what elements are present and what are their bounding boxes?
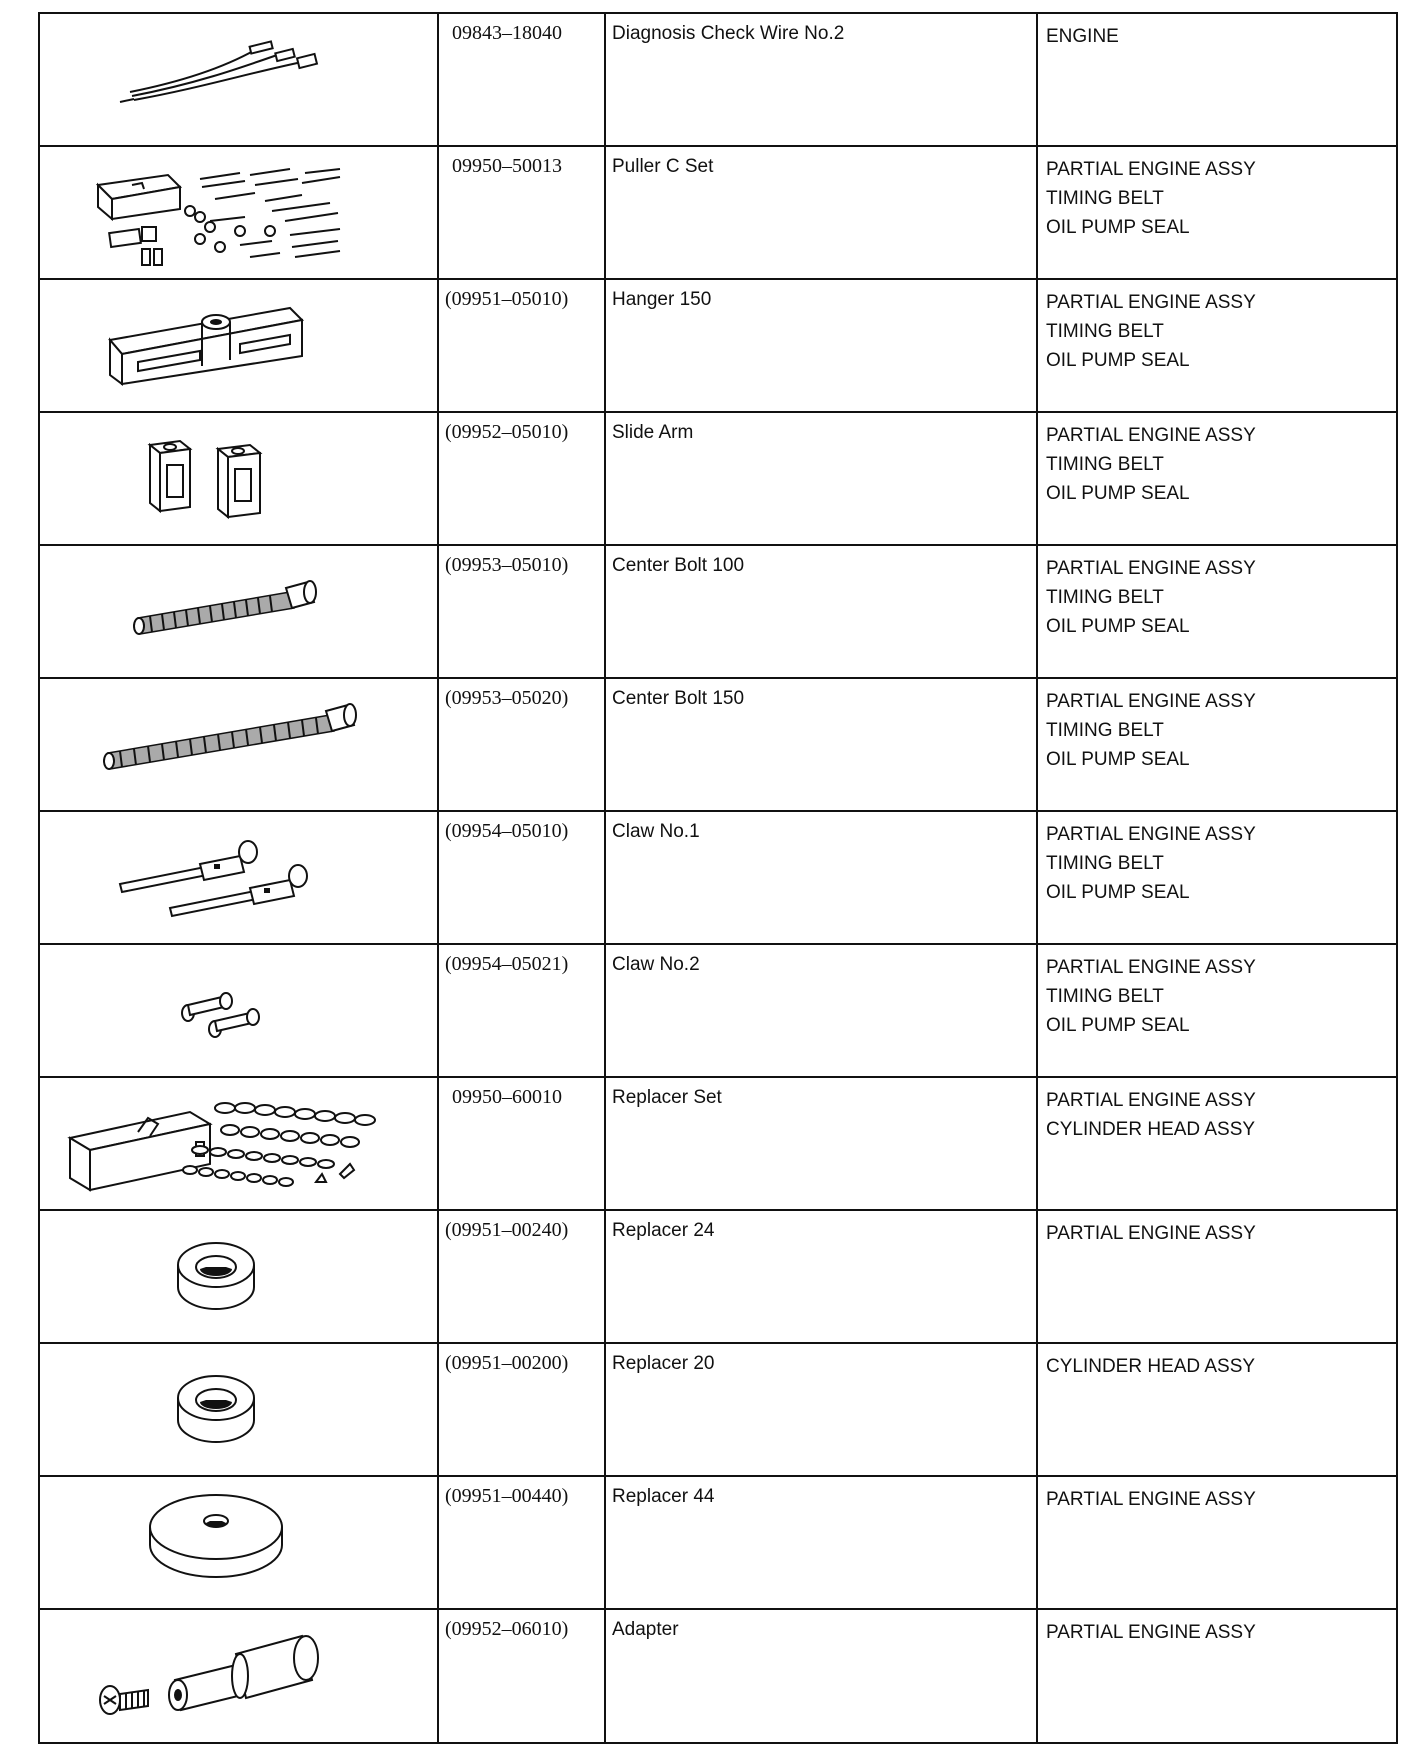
usage-note: TIMING BELT xyxy=(1046,986,1164,1007)
table-row xyxy=(39,279,1397,412)
usage-note: CYLINDER HEAD ASSY xyxy=(1046,1356,1256,1377)
usage-note: PARTIAL ENGINE ASSY xyxy=(1046,1622,1256,1643)
usage-notes-cell xyxy=(1037,146,1397,279)
usage-note: PARTIAL ENGINE ASSY xyxy=(1046,558,1256,579)
tool-name: Claw No.1 xyxy=(612,821,700,842)
special-service-tools-table xyxy=(38,12,1398,1744)
part-number: (09951–00200) xyxy=(445,1352,569,1374)
part-number-cell xyxy=(438,13,605,146)
part-number-cell xyxy=(438,1077,605,1210)
tool-name: Center Bolt 100 xyxy=(612,555,745,576)
tool-name-cell xyxy=(605,1476,1037,1609)
usage-note: PARTIAL ENGINE ASSY xyxy=(1046,1489,1256,1510)
usage-note: PARTIAL ENGINE ASSY xyxy=(1046,957,1256,978)
usage-notes-cell xyxy=(1037,279,1397,412)
tool-name: Hanger 150 xyxy=(612,289,712,310)
usage-note: CYLINDER HEAD ASSY xyxy=(1046,1119,1256,1140)
usage-notes-cell xyxy=(1037,1343,1397,1476)
part-number: (09951–00240) xyxy=(445,1219,569,1241)
usage-notes-cell xyxy=(1037,1210,1397,1343)
usage-note: OIL PUMP SEAL xyxy=(1046,217,1190,238)
part-number-cell xyxy=(438,412,605,545)
tool-name: Replacer Set xyxy=(612,1087,722,1108)
tool-name-cell xyxy=(605,1210,1037,1343)
usage-notes-cell xyxy=(1037,811,1397,944)
part-number-cell xyxy=(438,944,605,1077)
part-number-cell xyxy=(438,146,605,279)
part-number: (09953–05010) xyxy=(445,554,569,576)
tool-illustration-cell xyxy=(39,1609,438,1743)
replacer-ring-icon xyxy=(40,1344,437,1476)
tool-name: Center Bolt 150 xyxy=(612,688,745,709)
tool-illustration-cell xyxy=(39,279,438,412)
part-number-cell xyxy=(438,811,605,944)
part-number-cell xyxy=(438,678,605,811)
tool-illustration-cell xyxy=(39,811,438,944)
usage-notes-cell xyxy=(1037,678,1397,811)
usage-note: PARTIAL ENGINE ASSY xyxy=(1046,425,1256,446)
tool-name-cell xyxy=(605,811,1037,944)
table-row xyxy=(39,13,1397,146)
usage-note: TIMING BELT xyxy=(1046,188,1164,209)
usage-note: OIL PUMP SEAL xyxy=(1046,483,1190,504)
part-number: (09954–05021) xyxy=(445,953,569,975)
tool-illustration-cell xyxy=(39,1343,438,1476)
usage-note: OIL PUMP SEAL xyxy=(1046,350,1190,371)
table-row xyxy=(39,1609,1397,1743)
usage-notes-cell xyxy=(1037,13,1397,146)
tool-name: Claw No.2 xyxy=(612,954,700,975)
table-row xyxy=(39,944,1397,1077)
part-number: 09950–50013 xyxy=(452,155,562,177)
part-number: (09952–05010) xyxy=(445,421,569,443)
table-row xyxy=(39,1476,1397,1609)
usage-note: OIL PUMP SEAL xyxy=(1046,749,1190,770)
part-number-cell xyxy=(438,1343,605,1476)
tool-name-cell xyxy=(605,545,1037,678)
tool-illustration-cell xyxy=(39,545,438,678)
part-number-cell xyxy=(438,279,605,412)
table-row xyxy=(39,1343,1397,1476)
table-row xyxy=(39,412,1397,545)
usage-note: PARTIAL ENGINE ASSY xyxy=(1046,1223,1256,1244)
tool-name: Slide Arm xyxy=(612,422,694,443)
tool-name: Diagnosis Check Wire No.2 xyxy=(612,23,845,44)
tool-illustration-cell xyxy=(39,1210,438,1343)
tool-illustration-cell xyxy=(39,944,438,1077)
tool-name: Adapter xyxy=(612,1619,679,1640)
tool-name-cell xyxy=(605,1609,1037,1743)
replacer-ring-icon xyxy=(40,1211,437,1343)
part-number-cell xyxy=(438,1609,605,1743)
claw-short-icon xyxy=(40,945,437,1077)
usage-note: TIMING BELT xyxy=(1046,321,1164,342)
tool-name-cell xyxy=(605,678,1037,811)
usage-note: OIL PUMP SEAL xyxy=(1046,882,1190,903)
tool-illustration-cell xyxy=(39,678,438,811)
claw-long-icon xyxy=(40,812,437,944)
tool-name-cell xyxy=(605,1077,1037,1210)
part-number: 09950–60010 xyxy=(452,1086,562,1108)
tool-name: Replacer 44 xyxy=(612,1486,715,1507)
usage-note: OIL PUMP SEAL xyxy=(1046,1015,1190,1036)
replacer-disc-icon xyxy=(40,1477,437,1609)
slide-arm-icon xyxy=(40,413,437,545)
usage-notes-cell xyxy=(1037,1077,1397,1210)
part-number: (09954–05010) xyxy=(445,820,569,842)
part-number: (09952–06010) xyxy=(445,1618,569,1640)
tool-name-cell xyxy=(605,13,1037,146)
part-number: (09951–00440) xyxy=(445,1485,569,1507)
hanger-icon xyxy=(40,280,437,412)
table-row xyxy=(39,811,1397,944)
usage-note: TIMING BELT xyxy=(1046,587,1164,608)
tool-name-cell xyxy=(605,1343,1037,1476)
usage-notes-cell xyxy=(1037,545,1397,678)
usage-note: PARTIAL ENGINE ASSY xyxy=(1046,1090,1256,1111)
replacer-set-icon xyxy=(40,1078,437,1210)
table-row xyxy=(39,678,1397,811)
usage-notes-cell xyxy=(1037,944,1397,1077)
center-bolt-long-icon xyxy=(40,679,437,811)
usage-note: TIMING BELT xyxy=(1046,853,1164,874)
part-number-cell xyxy=(438,1210,605,1343)
usage-note: PARTIAL ENGINE ASSY xyxy=(1046,159,1256,180)
tool-illustration-cell xyxy=(39,146,438,279)
usage-note: PARTIAL ENGINE ASSY xyxy=(1046,292,1256,313)
tool-illustration-cell xyxy=(39,412,438,545)
tool-name: Replacer 20 xyxy=(612,1353,715,1374)
usage-notes-cell xyxy=(1037,1609,1397,1743)
usage-note: PARTIAL ENGINE ASSY xyxy=(1046,824,1256,845)
part-number-cell xyxy=(438,1476,605,1609)
adapter-icon xyxy=(40,1610,437,1743)
usage-notes-cell xyxy=(1037,412,1397,545)
usage-note: OIL PUMP SEAL xyxy=(1046,616,1190,637)
usage-note: TIMING BELT xyxy=(1046,720,1164,741)
tool-name-cell xyxy=(605,412,1037,545)
tool-name: Replacer 24 xyxy=(612,1220,715,1241)
check-wire-icon xyxy=(40,14,437,146)
usage-notes-cell xyxy=(1037,1476,1397,1609)
usage-note: ENGINE xyxy=(1046,26,1119,47)
table-row xyxy=(39,146,1397,279)
table-row xyxy=(39,1210,1397,1343)
table-row xyxy=(39,545,1397,678)
center-bolt-short-icon xyxy=(40,546,437,678)
part-number: (09953–05020) xyxy=(445,687,569,709)
table-row xyxy=(39,1077,1397,1210)
tool-illustration-cell xyxy=(39,1476,438,1609)
puller-set-icon xyxy=(40,147,437,279)
part-number: (09951–05010) xyxy=(445,288,569,310)
usage-note: PARTIAL ENGINE ASSY xyxy=(1046,691,1256,712)
tool-illustration-cell xyxy=(39,1077,438,1210)
tool-name-cell xyxy=(605,146,1037,279)
tool-name: Puller C Set xyxy=(612,156,714,177)
tool-illustration-cell xyxy=(39,13,438,146)
tool-name-cell xyxy=(605,279,1037,412)
tool-name-cell xyxy=(605,944,1037,1077)
usage-note: TIMING BELT xyxy=(1046,454,1164,475)
part-number-cell xyxy=(438,545,605,678)
part-number: 09843–18040 xyxy=(452,22,562,44)
